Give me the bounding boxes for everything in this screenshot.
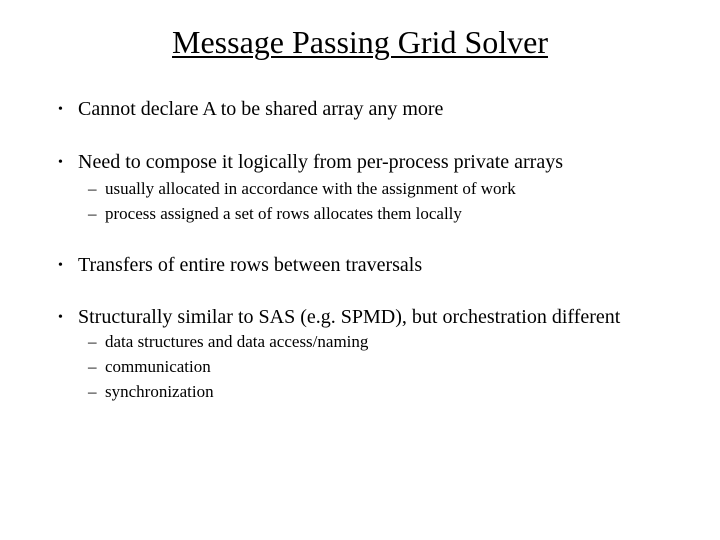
sub-marker: – bbox=[88, 382, 97, 401]
bullet-item bbox=[58, 305, 620, 330]
sub-item bbox=[88, 381, 214, 403]
slide-title bbox=[0, 22, 720, 62]
sub-marker: – bbox=[88, 332, 97, 351]
sub-marker: – bbox=[88, 357, 97, 376]
bullet-item bbox=[58, 253, 422, 278]
bullet-marker: • bbox=[58, 310, 63, 325]
sub-marker: – bbox=[88, 204, 97, 223]
sub-item bbox=[88, 331, 368, 353]
sub-text: usually allocated in accordance with the assignment of work bbox=[105, 179, 516, 198]
sub-text: communication bbox=[105, 357, 211, 376]
bullet-text: Cannot declare A to be shared array any more bbox=[78, 98, 444, 120]
bullet-text: Structurally similar to SAS (e.g. SPMD), but orchestration different bbox=[78, 306, 621, 328]
slide-title-text: Message Passing Grid Solver bbox=[172, 24, 548, 60]
sub-item bbox=[88, 356, 211, 378]
bullet-marker: • bbox=[58, 258, 63, 273]
sub-text: process assigned a set of rows allocates them locally bbox=[105, 204, 462, 223]
bullet-marker: • bbox=[58, 155, 63, 170]
bullet-text: Need to compose it logically from per-process private arrays bbox=[78, 151, 563, 173]
sub-item bbox=[88, 178, 516, 200]
sub-text: data structures and data access/naming bbox=[105, 332, 369, 351]
bullet-item bbox=[58, 97, 443, 122]
bullet-marker: • bbox=[58, 102, 63, 117]
bullet-text: Transfers of entire rows between traversals bbox=[78, 254, 423, 276]
bullet-item bbox=[58, 150, 563, 175]
sub-item bbox=[88, 203, 462, 225]
sub-text: synchronization bbox=[105, 382, 214, 401]
sub-marker: – bbox=[88, 179, 97, 198]
